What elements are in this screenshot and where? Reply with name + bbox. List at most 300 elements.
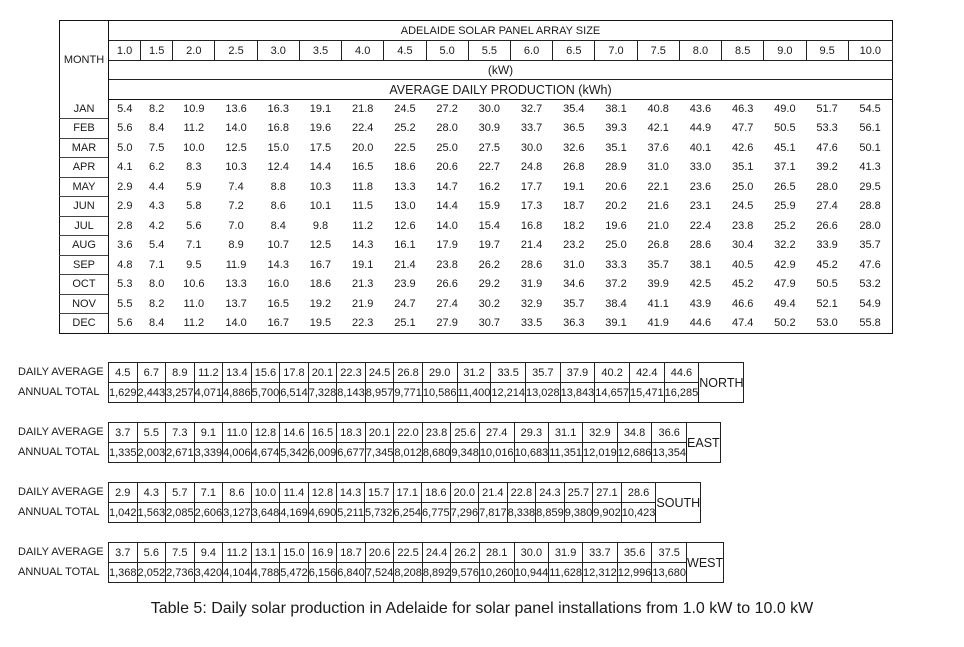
annual-total-value: 12,996 [617,563,652,583]
daily-average-value: 31.9 [549,543,583,563]
daily-average-value: 4.5 [109,363,138,383]
month-label: AUG [60,236,109,256]
production-value: 7.2 [228,200,244,213]
annual-total-value: 8,892 [422,563,451,583]
daily-average-value: 27.1 [593,483,622,503]
daily-average-value: 22.0 [394,423,423,443]
production-value: 21.4 [394,258,416,271]
daily-row [109,543,724,563]
annual-total-value: 4,071 [194,383,223,403]
production-value: 8.0 [149,278,165,291]
production-value: 20.2 [605,200,627,213]
daily-average-value: 21.4 [479,483,508,503]
production-value: 12.4 [267,161,289,174]
annual-total-value: 6,156 [308,563,337,583]
annual-total-value: 9,348 [451,443,480,463]
annual-total-value: 9,576 [451,563,480,583]
production-value: 16.3 [267,103,289,116]
production-value: 2.9 [117,200,133,213]
annual-total-value: 9,771 [394,383,423,403]
table-row [60,158,893,178]
daily-average-value: 10.0 [251,483,280,503]
daily-average-value: 20.6 [365,543,394,563]
production-value: 37.6 [647,141,669,154]
annual-row [109,383,744,403]
production-value: 36.5 [563,122,585,135]
production-value: 2.8 [117,219,133,232]
array-size-cell: 4.0 [342,41,384,61]
row-labels [18,362,108,402]
daily-average-value: 44.6 [664,363,699,383]
production-value: 43.9 [689,297,712,310]
production-value: 15.9 [478,200,501,213]
production-value: 47.4 [731,317,754,329]
production-value: 8.6 [270,200,286,213]
daily-average-value: 28.1 [479,543,514,563]
production-value: 41.3 [859,161,881,174]
production-value: 33.3 [605,258,627,271]
daily-average-value: 11.2 [223,543,252,563]
annual-total-value: 1,629 [109,383,138,403]
annual-total-value: 12,019 [583,443,618,463]
daily-average-value: 20.1 [365,423,394,443]
production-value: 7.0 [228,219,244,232]
production-value: 26.5 [774,180,796,193]
annual-total-value: 3,127 [223,503,252,523]
daily-average-value: 18.6 [422,483,451,503]
production-value: 31.9 [520,278,543,291]
production-value: 27.2 [436,103,458,116]
annual-total-label: ANNUAL TOTAL [18,446,100,458]
production-value: 35.7 [563,297,585,310]
production-value: 53.2 [859,278,881,291]
production-value: 53.3 [816,122,838,135]
production-value: 32.6 [563,141,585,154]
daily-average-value: 11.4 [280,483,309,503]
production-value: 54.5 [859,103,881,116]
production-value: 12.5 [225,141,247,154]
production-value: 8.4 [270,219,286,232]
production-value: 10.3 [225,161,247,174]
month-header: MONTH [60,21,109,100]
daily-average-value: 31.1 [549,423,583,443]
annual-total-value: 4,886 [223,383,252,403]
production-value: 52.1 [816,297,838,310]
annual-total-value: 7,296 [450,503,479,523]
production-value: 19.5 [309,317,332,329]
annual-total-value: 4,674 [251,443,280,463]
annual-total-label: ANNUAL TOTAL [18,386,100,398]
production-value: 31.0 [647,161,669,174]
annual-total-value: 12,686 [617,443,652,463]
annual-row [109,443,721,463]
production-value: 8.4 [149,122,165,135]
month-label: JAN [60,100,109,119]
production-value: 40.5 [731,258,754,271]
daily-average-value: 3.7 [109,543,138,563]
production-value: 22.3 [351,317,374,329]
production-value: 26.8 [563,161,585,174]
daily-average-value: 20.0 [450,483,479,503]
daily-average-value: 15.7 [364,483,393,503]
production-value: 32.2 [774,239,796,252]
production-value: 25.0 [436,141,458,154]
annual-total-value: 3,420 [194,563,223,583]
table-row [60,294,893,314]
month-label: FEB [60,119,109,139]
production-value: 49.0 [774,103,796,116]
daily-average-value: 12.8 [308,483,337,503]
production-value: 47.7 [731,122,754,135]
production-value: 13.3 [225,278,247,291]
production-value: 4.3 [149,200,165,213]
production-value: 10.6 [183,278,205,291]
array-size-cell: 7.5 [637,41,679,61]
production-value: 14.0 [436,219,458,232]
array-size-cell: 5.0 [426,41,468,61]
production-value: 44.6 [689,317,712,329]
daily-average-value: 22.5 [394,543,423,563]
daily-average-value: 7.5 [166,543,195,563]
production-value: 43.6 [689,103,712,116]
production-value: 40.8 [647,103,669,116]
annual-total-value: 3,648 [251,503,280,523]
production-value: 26.8 [647,239,669,252]
production-value: 18.6 [394,161,416,174]
daily-average-value: 27.4 [479,423,514,443]
production-value: 50.5 [774,122,796,135]
production-value: 26.6 [816,219,838,232]
production-value: 49.4 [774,297,796,310]
production-value: 42.5 [689,278,712,291]
annual-total-value: 2,736 [166,563,195,583]
daily-average-value: 34.8 [617,423,652,443]
annual-total-value: 5,732 [364,503,393,523]
production-value: 16.5 [267,297,289,310]
production-value: 4.8 [117,258,133,271]
table-title: ADELAIDE SOLAR PANEL ARRAY SIZE [109,21,893,41]
annual-total-value: 6,514 [280,383,309,403]
array-size-cell: 7.0 [595,41,637,61]
array-size-cell: 5.5 [468,41,510,61]
production-value: 8.4 [149,317,165,329]
production-value: 32.7 [520,103,543,116]
production-value: 23.6 [689,180,712,193]
annual-total-value: 11,351 [549,443,583,463]
table-row [60,100,893,119]
daily-average-value: 31.2 [457,363,491,383]
production-value: 26.2 [478,258,501,271]
production-value: 51.7 [816,103,838,116]
daily-average-value: 8.6 [223,483,252,503]
production-value: 17.9 [436,239,458,252]
daily-average-value: 22.3 [337,363,366,383]
annual-row [109,563,724,583]
direction-label: SOUTH [656,483,701,523]
daily-row [109,483,701,503]
annual-total-value: 2,003 [137,443,166,463]
table-row [60,119,893,139]
annual-total-value: 2,052 [137,563,166,583]
production-value: 42.6 [731,141,754,154]
daily-average-value: 25.6 [451,423,480,443]
annual-total-value: 10,944 [514,563,549,583]
month-label: DEC [60,314,109,334]
production-value: 39.3 [605,122,627,135]
daily-row [109,423,721,443]
daily-average-value: 35.7 [525,363,560,383]
production-value: 17.3 [520,200,543,213]
daily-average-value: 18.3 [337,423,366,443]
daily-row [109,363,744,383]
production-value: 13.7 [225,297,247,310]
production-value: 45.1 [774,141,796,154]
row-labels [18,422,108,462]
annual-total-value: 3,339 [194,443,223,463]
annual-total-value: 13,843 [560,383,595,403]
production-value: 30.9 [478,122,501,135]
production-value: 21.4 [520,239,543,252]
production-value: 11.2 [183,122,205,135]
daily-average-value: 5.7 [166,483,195,503]
annual-total-value: 13,354 [652,443,687,463]
annual-total-value: 9,380 [564,503,593,523]
annual-total-value: 10,016 [479,443,514,463]
daily-average-value: 11.2 [194,363,223,383]
table-row [60,314,893,334]
row-labels [18,542,108,582]
production-value: 23.9 [394,278,416,291]
daily-average-value: 42.4 [629,363,664,383]
annual-total-value: 8,012 [394,443,423,463]
production-value: 16.8 [267,122,289,135]
production-value: 25.9 [774,200,796,213]
daily-average-value: 22.8 [507,483,536,503]
annual-total-value: 3,257 [166,383,195,403]
annual-total-value: 1,563 [137,503,166,523]
daily-average-value: 17.8 [280,363,309,383]
daily-average-value: 33.7 [583,543,618,563]
production-value: 21.8 [351,103,374,116]
annual-total-value: 8,338 [507,503,536,523]
production-value: 18.7 [563,200,585,213]
production-value: 50.5 [816,278,838,291]
production-value: 30.0 [478,103,501,116]
production-value: 6.2 [149,161,165,174]
production-value: 22.4 [689,219,712,232]
annual-total-value: 13,028 [525,383,560,403]
daily-average-value: 37.5 [652,543,687,563]
production-value: 5.4 [117,103,133,116]
annual-total-value: 10,423 [621,503,656,523]
annual-total-value: 5,472 [280,563,309,583]
daily-average-value: 24.3 [536,483,565,503]
production-value: 14.4 [309,161,332,174]
production-value: 8.2 [149,103,165,116]
daily-average-value: 4.3 [137,483,166,503]
annual-total-value: 10,586 [422,383,457,403]
production-value: 39.2 [816,161,838,174]
daily-average-value: 16.9 [308,543,337,563]
array-size-cell: 1.0 [109,41,141,61]
production-value: 7.1 [186,239,202,252]
production-value: 33.9 [816,239,838,252]
production-value: 42.1 [647,122,669,135]
production-value: 38.1 [605,103,627,116]
production-value: 21.3 [351,278,374,291]
annual-total-value: 5,342 [280,443,309,463]
month-label: MAY [60,177,109,197]
production-value: 30.7 [478,317,501,329]
annual-total-value: 8,208 [394,563,423,583]
daily-average-label: DAILY AVERAGE [18,486,104,498]
production-value: 46.6 [731,297,754,310]
orientation-table [108,422,721,463]
annual-total-value: 5,700 [251,383,280,403]
production-value: 24.5 [731,200,754,213]
array-size-cell: 8.0 [679,41,721,61]
array-size-cell: 10.0 [848,41,892,61]
annual-total-value: 11,628 [549,563,583,583]
table-row [60,197,893,217]
production-value: 11.0 [183,297,205,310]
daily-average-value: 33.5 [491,363,526,383]
production-value: 20.0 [351,141,374,154]
production-value: 24.7 [394,297,416,310]
production-value: 37.2 [605,278,627,291]
array-size-cell: 6.0 [510,41,552,61]
annual-total-value: 4,006 [223,443,252,463]
annual-total-value: 16,285 [664,383,699,403]
production-value: 13.0 [394,200,416,213]
month-label: OCT [60,275,109,295]
annual-total-value: 2,606 [194,503,223,523]
annual-total-value: 11,400 [457,383,491,403]
annual-total-value: 6,775 [422,503,451,523]
production-value: 50.2 [774,317,796,329]
production-value: 21.0 [647,219,669,232]
daily-average-value: 30.0 [514,543,549,563]
annual-total-value: 6,677 [337,443,366,463]
daily-average-value: 17.1 [393,483,422,503]
production-value: 14.3 [267,258,289,271]
production-value: 8.9 [228,239,244,252]
annual-total-value: 6,009 [308,443,337,463]
production-value: 29.5 [859,180,881,193]
production-value: 22.7 [478,161,501,174]
annual-total-value: 9,902 [593,503,622,523]
production-value: 47.6 [859,258,881,271]
daily-average-value: 5.5 [137,423,166,443]
array-size-cell: 1.5 [141,41,173,61]
production-value: 41.1 [647,297,669,310]
production-value: 5.0 [117,141,133,154]
array-size-cell: 2.5 [215,41,257,61]
daily-average-value: 7.1 [194,483,223,503]
production-value: 41.9 [647,317,669,329]
month-label: JUN [60,197,109,217]
production-value: 20.6 [436,161,458,174]
production-value: 5.8 [186,200,202,213]
production-value: 14.3 [351,239,374,252]
production-value: 35.7 [859,239,881,252]
daily-average-value: 23.8 [422,423,451,443]
month-label: MAR [60,138,109,158]
production-value: 11.2 [183,317,205,329]
annual-total-value: 4,104 [223,563,252,583]
daily-average-value: 36.6 [652,423,687,443]
month-label: NOV [60,294,109,314]
production-value: 31.0 [563,258,585,271]
production-value: 16.7 [309,258,332,271]
production-value: 22.5 [394,141,416,154]
annual-total-value: 2,671 [166,443,195,463]
production-value: 14.0 [225,122,247,135]
production-value: 29.2 [478,278,501,291]
production-value: 28.8 [859,200,881,213]
production-value: 11.9 [225,258,247,271]
annual-total-value: 8,680 [422,443,451,463]
production-value: 11.8 [352,180,373,193]
production-value: 25.2 [394,122,416,135]
daily-average-value: 3.7 [109,423,138,443]
daily-average-value: 26.2 [451,543,480,563]
production-value: 45.2 [731,278,754,291]
production-value: 28.6 [520,258,543,271]
annual-total-value: 13,680 [652,563,687,583]
unit-label: (kW) [109,61,893,80]
daily-average-label: DAILY AVERAGE [18,366,104,378]
table-row [60,255,893,275]
production-value: 35.4 [563,103,585,116]
production-value: 45.2 [816,258,838,271]
production-value: 16.0 [267,278,289,291]
production-value: 10.1 [309,200,332,213]
table-row [60,236,893,256]
production-value: 19.2 [309,297,332,310]
daily-average-value: 24.5 [365,363,394,383]
production-value: 27.9 [436,317,458,329]
production-value: 54.9 [859,297,881,310]
array-size-cell: 9.5 [806,41,848,61]
daily-average-value: 40.2 [595,363,630,383]
production-value: 19.6 [309,122,332,135]
production-value: 34.6 [563,278,585,291]
direction-label: EAST [687,423,721,463]
production-value: 3.6 [117,239,133,252]
production-value: 19.1 [309,103,332,116]
annual-row [109,503,701,523]
daily-average-value: 6.7 [137,363,166,383]
production-value: 16.2 [478,180,501,193]
array-size-cell: 8.5 [722,41,764,61]
production-value: 42.9 [774,258,796,271]
daily-average-value: 29.3 [514,423,549,443]
production-value: 39.1 [605,317,627,329]
annual-total-value: 7,345 [365,443,394,463]
production-value: 46.3 [731,103,754,116]
production-value: 25.0 [605,239,627,252]
row-labels [18,482,108,522]
production-value: 27.4 [436,297,458,310]
production-value: 10.3 [309,180,332,193]
production-value: 30.0 [520,141,543,154]
production-value: 5.6 [117,122,133,135]
production-value: 23.8 [436,258,458,271]
annual-total-value: 7,328 [308,383,337,403]
annual-total-value: 4,788 [251,563,280,583]
production-value: 16.7 [267,317,289,329]
